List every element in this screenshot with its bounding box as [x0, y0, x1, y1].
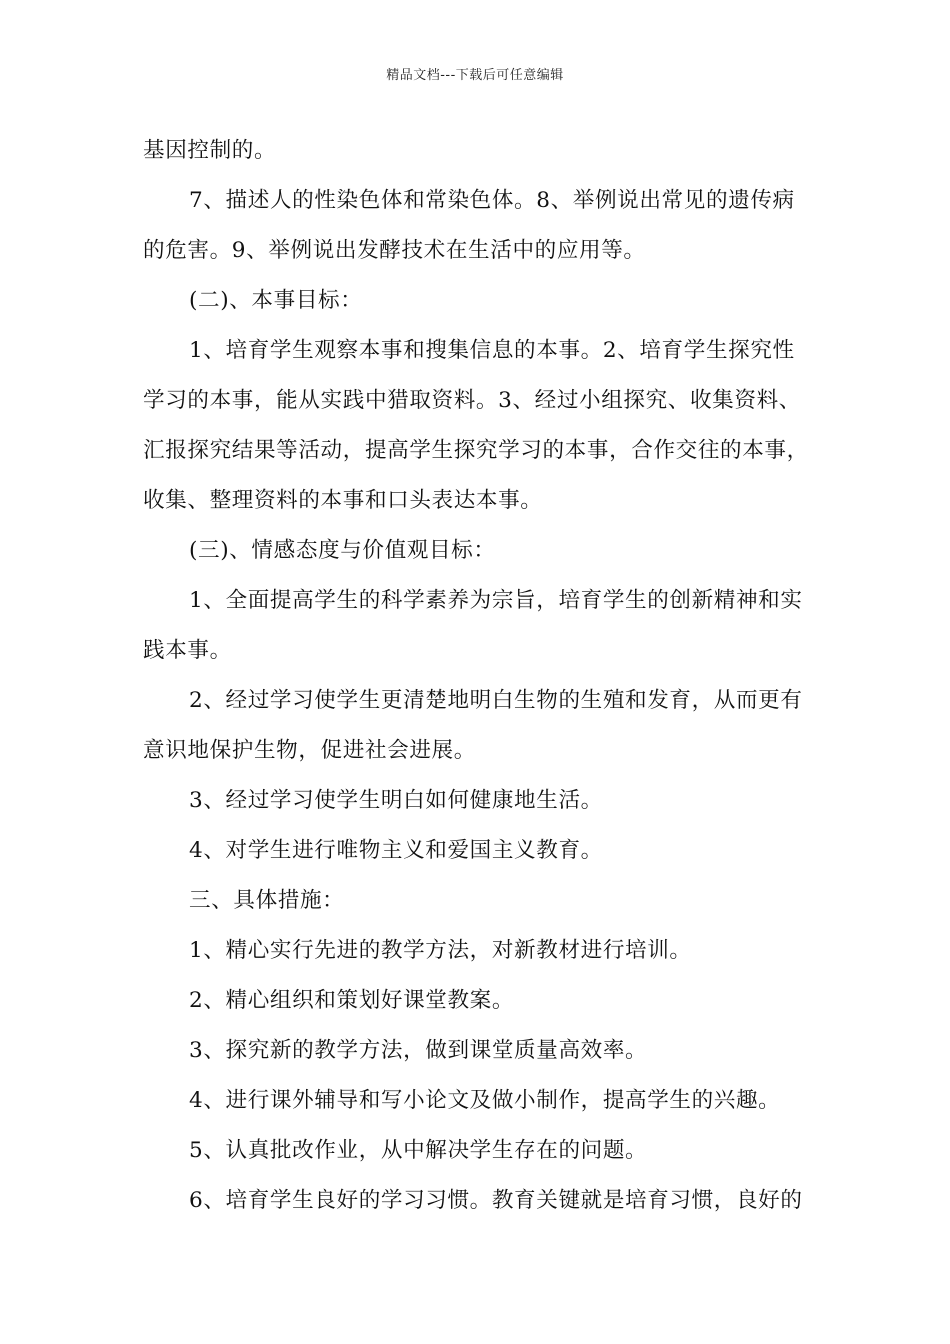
text-line: 汇报探究结果等活动，提高学生探究学习的本事，合作交往的本事，	[143, 438, 809, 463]
text-line: 2、经过学习使学生更清楚地明白生物的生殖和发育，从而更有	[189, 688, 803, 713]
text-line: (二)、本事目标：	[189, 288, 363, 313]
text-line: 1、培育学生观察本事和搜集信息的本事。2、培育学生探究性	[189, 338, 795, 363]
text-line: 收集、整理资料的本事和口头表达本事。	[143, 488, 543, 513]
text-line: 3、经过学习使学生明白如何健康地生活。	[189, 788, 603, 813]
text-line: 三、具体措施：	[189, 888, 345, 913]
text-line: 意识地保护生物，促进社会进展。	[143, 738, 476, 763]
page-header: 精品文档---下载后可任意编辑	[386, 68, 564, 83]
text-line: 7、描述人的性染色体和常染色体。8、举例说出常见的遗传病	[189, 188, 795, 213]
text-line: 6、培育学生良好的学习习惯。教育关键就是培育习惯，良好的	[189, 1188, 803, 1213]
text-line: 3、探究新的教学方法，做到课堂质量高效率。	[189, 1038, 648, 1063]
text-line: 的危害。9、举例说出发酵技术在生活中的应用等。	[143, 238, 646, 263]
text-line: 学习的本事，能从实践中猎取资料。3、经过小组探究、收集资料、	[143, 388, 801, 413]
document-body	[143, 126, 818, 1226]
text-line: (三)、情感态度与价值观目标：	[189, 538, 496, 563]
text-line: 1、精心实行先进的教学方法，对新教材进行培训。	[189, 938, 692, 963]
text-line: 1、全面提高学生的科学素养为宗旨，培育学生的创新精神和实	[189, 588, 803, 613]
text-line: 4、对学生进行唯物主义和爱国主义教育。	[189, 838, 603, 863]
text-line: 4、进行课外辅导和写小论文及做小制作，提高学生的兴趣。	[189, 1088, 781, 1113]
text-line: 5、认真批改作业，从中解决学生存在的问题。	[189, 1138, 648, 1163]
text-line: 基因控制的。	[143, 138, 277, 163]
text-line: 践本事。	[143, 638, 232, 663]
text-line: 2、精心组织和策划好课堂教案。	[189, 988, 515, 1013]
